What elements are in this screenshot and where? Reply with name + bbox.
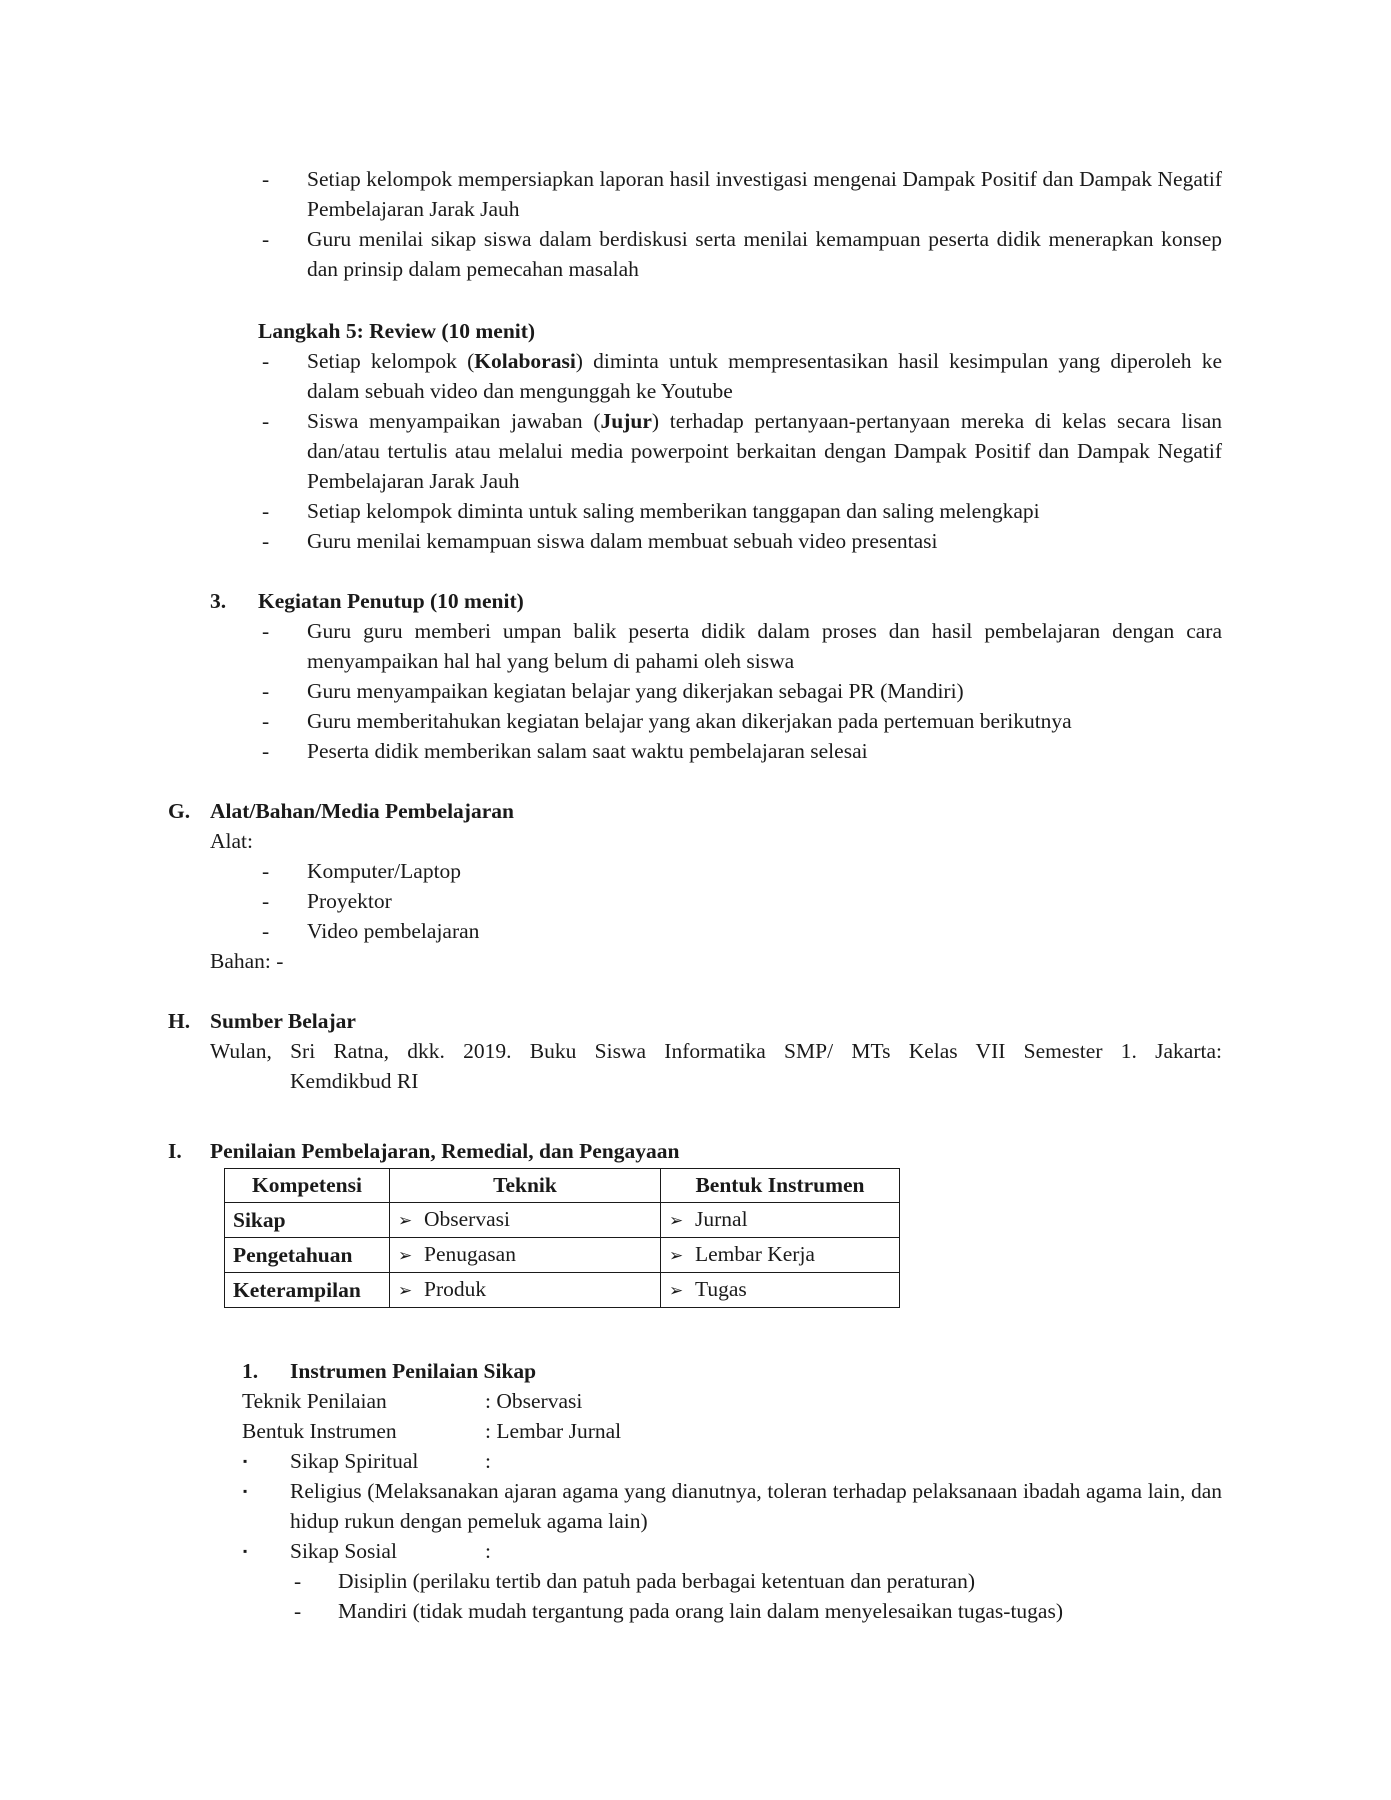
text-segment: ) terhadap pertanyaan-pertanyaan mereka di kelas secara lisan dan/atau tertulis atau melalui media powerpoint berkaitan dengan Dampak Positif dan Dampak Negatif Pembelajaran Jarak Jauh xyxy=(307,409,1222,493)
list-dash: - xyxy=(262,227,270,251)
sub1-heading: Instrumen Penilaian Sikap xyxy=(290,1359,537,1383)
list-dash: - xyxy=(262,499,270,523)
list-item: Guru memberitahukan kegiatan belajar yang akan dikerjakan pada pertemuan berikutnya xyxy=(307,709,1072,733)
text-segment: Setiap kelompok ( xyxy=(307,349,475,373)
cell-text: Observasi xyxy=(424,1207,510,1231)
arrow-bullet-icon: ➢ xyxy=(669,1246,684,1265)
column-header: Teknik xyxy=(390,1169,661,1203)
closing-heading: Kegiatan Penutup (10 menit) xyxy=(258,589,524,613)
list-dash: - xyxy=(262,679,270,703)
list-item xyxy=(307,406,1222,496)
cell-text: Tugas xyxy=(695,1277,747,1301)
sub1-number: 1. xyxy=(242,1359,259,1383)
bahan-label: Bahan: - xyxy=(210,949,284,973)
bentuk-label: Bentuk Instrumen xyxy=(242,1419,397,1443)
cell-text: Penugasan xyxy=(424,1242,516,1266)
arrow-bullet-icon: ➢ xyxy=(398,1281,413,1300)
list-dash: - xyxy=(262,167,270,191)
instrumen-cell xyxy=(661,1238,900,1273)
list-item: Peserta didik memberikan salam saat waktu pembelajaran selesai xyxy=(307,739,868,763)
section-i-heading: Penilaian Pembelajaran, Remedial, dan Pengayaan xyxy=(210,1139,680,1163)
teknik-cell xyxy=(390,1273,661,1308)
square-bullet-icon: ▪ xyxy=(243,1454,248,1468)
list-item: Guru menilai kemampuan siswa dalam membuat sebuah video presentasi xyxy=(307,529,938,553)
list-item: Guru menyampaikan kegiatan belajar yang dikerjakan sebagai PR (Mandiri) xyxy=(307,679,964,703)
arrow-bullet-icon: ➢ xyxy=(669,1281,684,1300)
kompetensi-cell: Sikap xyxy=(225,1203,390,1238)
reference-line: Wulan, Sri Ratna, dkk. 2019. Buku Siswa Informatika SMP/ MTs Kelas VII Semester 1. Jakarta: xyxy=(210,1039,1222,1063)
section-i-letter: I. xyxy=(168,1139,182,1163)
section-g-heading: Alat/Bahan/Media Pembelajaran xyxy=(210,799,514,823)
square-bullet-icon: ▪ xyxy=(243,1544,248,1558)
arrow-bullet-icon: ➢ xyxy=(398,1211,413,1230)
alat-item: Komputer/Laptop xyxy=(307,859,462,883)
list-item: Setiap kelompok diminta untuk saling memberikan tanggapan dan saling melengkapi xyxy=(307,499,1040,523)
list-dash: - xyxy=(262,739,270,763)
sosial-label: Sikap Sosial xyxy=(290,1539,397,1563)
list-dash: - xyxy=(262,889,270,913)
column-header: Kompetensi xyxy=(225,1169,390,1203)
text-segment: ) diminta untuk mempresentasikan hasil kesimpulan yang diperoleh ke dalam sebuah video dan mengunggah ke Youtube xyxy=(307,349,1223,403)
bold-keyword: Jujur xyxy=(600,409,652,433)
kompetensi-cell: Keterampilan xyxy=(225,1273,390,1308)
list-dash: - xyxy=(262,619,270,643)
alat-label: Alat: xyxy=(210,829,253,853)
list-dash: - xyxy=(262,919,270,943)
list-dash: - xyxy=(262,859,270,883)
religius-text: Religius (Melaksanakan ajaran agama yang dianutnya, toleran terhadap pelaksanaan ibadah agama lain, dan hidup rukun dengan pemeluk agama lain) xyxy=(290,1479,1222,1533)
section-h-heading: Sumber Belajar xyxy=(210,1009,356,1033)
cell-text: Lembar Kerja xyxy=(695,1242,815,1266)
section-g-letter: G. xyxy=(168,799,191,823)
teknik-cell xyxy=(390,1203,661,1238)
bentuk-value: : Lembar Jurnal xyxy=(485,1419,622,1443)
closing-number: 3. xyxy=(210,589,227,613)
table-row xyxy=(225,1203,900,1238)
teknik-value: : Observasi xyxy=(485,1389,583,1413)
cell-text: Jurnal xyxy=(695,1207,748,1231)
alat-item: Video pembelajaran xyxy=(307,919,480,943)
teknik-cell xyxy=(390,1238,661,1273)
list-dash: - xyxy=(294,1599,302,1623)
list-item: Guru guru memberi umpan balik peserta didik dalam proses dan hasil pembelajaran dengan cara menyampaikan hal hal yang belum di pahami oleh siswa xyxy=(307,619,1222,673)
list-item: Guru menilai sikap siswa dalam berdiskusi serta menilai kemampuan peserta didik menerapkan konsep dan prinsip dalam pemecahan masalah xyxy=(307,227,1222,281)
step5-heading: Langkah 5: Review (10 menit) xyxy=(258,319,536,343)
alat-item: Proyektor xyxy=(307,889,392,913)
table-row xyxy=(225,1238,900,1273)
sosial-colon: : xyxy=(485,1539,491,1563)
table-row xyxy=(225,1273,900,1308)
list-dash: - xyxy=(262,709,270,733)
square-bullet-icon: ▪ xyxy=(243,1484,248,1498)
bold-keyword: Kolaborasi xyxy=(474,349,576,373)
spiritual-label: Sikap Spiritual xyxy=(290,1449,419,1473)
instrumen-cell xyxy=(661,1273,900,1308)
arrow-bullet-icon: ➢ xyxy=(398,1246,413,1265)
list-dash: - xyxy=(262,409,270,433)
column-header: Bentuk Instrumen xyxy=(661,1169,900,1203)
text-segment: Siswa menyampaikan jawaban ( xyxy=(307,409,601,433)
instrumen-cell xyxy=(661,1203,900,1238)
cell-text: Produk xyxy=(424,1277,487,1301)
reference-line: Kemdikbud RI xyxy=(290,1069,419,1093)
sosial-item: Mandiri (tidak mudah tergantung pada orang lain dalam menyelesaikan tugas-tugas) xyxy=(338,1599,1064,1623)
list-item: Setiap kelompok mempersiapkan laporan hasil investigasi mengenai Dampak Positif dan Dampak Negatif Pembelajaran Jarak Jauh xyxy=(307,167,1222,221)
section-h-letter: H. xyxy=(168,1009,191,1033)
sosial-item: Disiplin (perilaku tertib dan patuh pada berbagai ketentuan dan peraturan) xyxy=(338,1569,975,1593)
kompetensi-cell: Pengetahuan xyxy=(225,1238,390,1273)
teknik-label: Teknik Penilaian xyxy=(242,1389,387,1413)
list-dash: - xyxy=(294,1569,302,1593)
table-header-row xyxy=(225,1169,900,1203)
spiritual-colon: : xyxy=(485,1449,491,1473)
list-dash: - xyxy=(262,529,270,553)
list-item xyxy=(307,346,1222,406)
list-dash: - xyxy=(262,349,270,373)
arrow-bullet-icon: ➢ xyxy=(669,1211,684,1230)
assessment-table xyxy=(224,1168,900,1308)
